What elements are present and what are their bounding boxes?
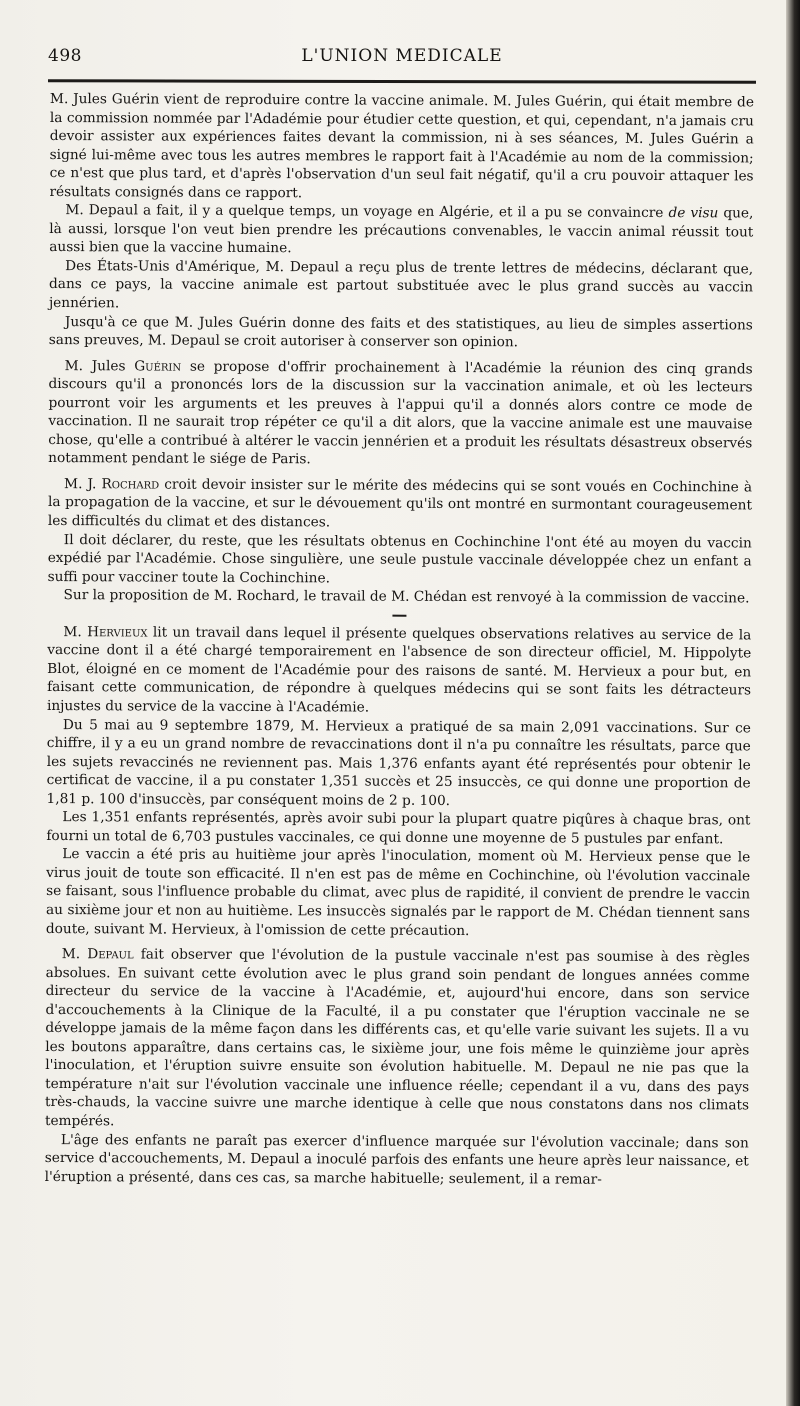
page-edge-shadow [786, 0, 800, 1406]
paragraph-pustule-average: Les 1,351 enfants représentés, après avoir subi pour la plupart quatre piqûres à chaque bras, ont fourni un total de 6,703 pustules vaccinales, ce qui donne une moyenne de 5 pustules par enfant. [46, 809, 751, 848]
paragraph-lead: M. [63, 623, 88, 640]
header-rule [48, 79, 756, 83]
speaker-name: Rochard [101, 476, 160, 493]
latin-phrase: de visu [668, 205, 719, 222]
paragraph-rest: fait observer que l'évolution de la pustule vaccinale n'est pas soumise à des règles absolues. En suivant cette évolution avec le plus grand soin pendant de longues années comme directeur du service de la vaccine à l'Académie, et, aujourd'hui encore, dans son service d'accouchements à la Clinique de la Faculté, il a pu constater que l'éruption vaccinale ne se développe jamais de la même façon dans les différents cas, et qu'elle varie suivant les sujets. Il a vu les boutons apparaître, dans certains cas, le sixième jour, une fois même le quinzième jour après l'inoculation, et l'éruption suivre ensuite son évolution habituelle. M. Depaul ne nie pas que la température n'ait sur l'évolution vaccinale une influence réelle; cependant il a vu, dans des pays très-chauds, la vaccine suivre une marche identique à celle que nous constatons dans nos climats tempérés. [44, 946, 750, 1130]
paragraph-depaul-evolution [45, 945, 750, 1134]
paragraph-rest: se propose d'offrir prochainement à l'Académie la réunion des cinq grands discours qu'il a prononcés lors de la discussion sur la vaccination animale, et où les lecteurs pourront voir les arguments et les preuves à l'appui qu'il a donnés alors contre ce mode de vaccination. Il ne saurait trop répéter ce qu'il a dit alors, que la vaccine animale est une mauvaise chose, qu'elle a contribué à altérer le vaccin jennérien et a produit les résultats désastreux observés notamment pendant le siége de Paris. [48, 358, 753, 468]
paragraph-guerin-discourses [48, 357, 753, 472]
paragraph-referral: Sur la proposition de M. Rochard, le travail de M. Chédan est renvoyé à la commission de vaccine. [63, 587, 750, 607]
running-title: L'UNION MEDICALE [301, 46, 503, 66]
paragraph-eighth-day: Le vaccin a été pris au huitième jour après l'inoculation, moment où M. Hervieux pense que le virus jouit de toute son efficacité. Il n'en est pas de même en Cochinchine, où l'évolution vaccinale se faisant, sous l'influence probable du climat, avec plus de rapidité, il convient de prendre le vaccin au sixième jour et non au huitième. Les insuccès signalés par le rapport de M. Chédan tiennent sans doute, suivant M. Hervieux, à l'omission de cette précaution. [45, 846, 751, 939]
paragraph-united-states: Des États-Unis d'Amérique, M. Depaul a reçu plus de trente lettres de médecins, déclarant que, dans ce pays, la vaccine animale est partout substituée avec le plus grand succès au vaccin jennérien. [48, 257, 754, 312]
paragraph-cochinchina-results: Il doit déclarer, du reste, que les résultats obtenus en Cochinchine l'ont été au moyen du vaccin expédié par l'Académie. Chose singulière, une seule pustule vaccinale développée chez un enfant a suffi pour vacciner toute la Cochinchine. [47, 531, 752, 587]
paragraph-hervieux-report [47, 623, 751, 719]
article-body [45, 90, 754, 1190]
speaker-name: Hervieux [87, 623, 148, 641]
page-header [48, 44, 756, 74]
page-number: 498 [48, 46, 82, 66]
paragraph-depaul-algeria [49, 201, 753, 260]
paragraph-depaul-opinion: Jusqu'à ce que M. Jules Guérin donne des faits et des statistiques, au lieu de simples assertions sans preuves, M. Depaul se croit autoriser à conserver son opinion. [48, 313, 753, 351]
paragraph-rochard-merit [48, 475, 752, 534]
paragraph-lead: M. J. [64, 476, 102, 493]
paragraph-guerin-commission: M. Jules Guérin vient de reproduire contre la vaccine animale. M. Jules Guérin, qui était membre de la commission nommée par l'Adadémie pour étudier cette question, et qui, cependant, n'a jamais cru devoir assister aux expériences faites devant la commission, ni à ses séances, M. Jules Guérin a signé lui-même avec tous les autres membres le rapport fait à l'Académie au nom de la commission; ce n'est que plus tard, et d'après l'observation d'un seul fait négatif, qu'il a cru pouvoir attaquer les résultats consignés dans ce rapport. [49, 90, 754, 201]
paragraph-lead: M. Depaul a fait, il y a quelque temps, un voyage en Algérie, et il a pu se convaincre [65, 202, 669, 222]
paragraph-vaccination-statistics: Du 5 mai au 9 septembre 1879, M. Hervieux a pratiqué de sa main 2,091 vaccinations. Sur ce chiffre, il y a eu un grand nombre de revaccinations dont il n'a pu connaître les résultats, parce que les sujets revaccinés ne reviennent pas. Mais 1,376 enfants ayant été représentés pour obtenir le certificat de vaccine, il a pu constater 1,351 succès et 25 insuccès, ce qui donne une proportion de 1,81 p. 100 d'insuccès, par conséquent moins de 2 p. 100. [46, 716, 751, 809]
paragraph-rest: lit un travail dans lequel il présente quelques observations relatives au service de la vaccine dont il a été chargé temporairement en l'absence de son directeur officiel, M. Hippolyte Blot, éloigné en ce moment de l'Académie pour des raisons de santé. M. Hervieux a pour but, en faisant cette communication, de répondre à quelques médecins qui se sont faits les détracteurs injustes du service de la vaccine à l'Académie. [46, 624, 752, 716]
paragraph-rest: que, là aussi, lorsque l'on veut bien prendre les précautions convenables, le vaccin animal réussit tout aussi bien que la vaccine humaine. [49, 205, 754, 257]
paragraph-lead: M. Jules [64, 357, 135, 375]
paragraph-rest: croit devoir insister sur le mérite des médecins qui se sont voués en Cochinchine à la propagation de la vaccine, et sur le dévouement qu'ils ont montré en surmontant courageusement les difficultés du climat et des distances. [47, 476, 753, 531]
paragraph-children-age: L'âge des enfants ne paraît pas exercer d'influence marquée sur l'évolution vaccinale; dans son service d'accouchements, M. Depaul a inoculé parfois des enfants une heure après leur naissance, et l'éruption a présenté, dans ces cas, sa marche habituelle; seulement, il a remar- [44, 1131, 749, 1188]
section-separator [392, 614, 406, 616]
speaker-name: Guérin [134, 358, 182, 375]
speaker-name: Depaul [87, 946, 134, 963]
paragraph-lead: M. [61, 946, 88, 963]
